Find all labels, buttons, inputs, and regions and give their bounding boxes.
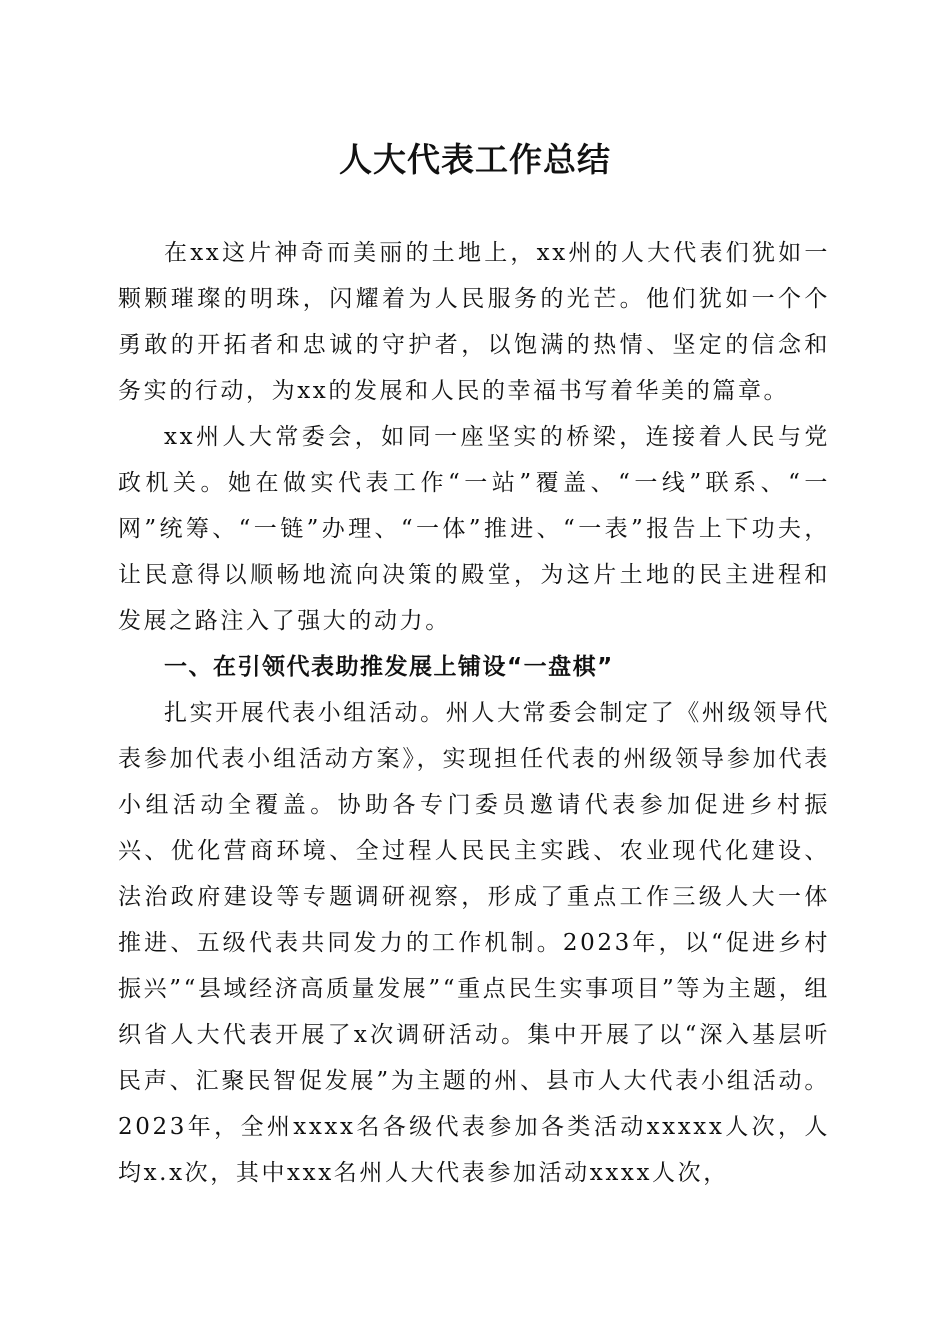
section-heading-1: 一、在引领代表助推发展上铺设“一盘棋” bbox=[164, 654, 614, 680]
section-paragraph-1: 扎实开展代表小组活动。州人大常委会制定了《州级领导代表参加代表小组活动方案》，实现担任代表的州级领导参加代表小组活动全覆盖。协助各专门委员邀请代表参加促进乡村振兴、优化营商环境、全过程人民民主实践、农业现代化建设、法治政府建设等专题调研视察，形成了重点工作三级人大一体推进、五级代表共同发力的工作机制。2023年，以“促进乡村振兴”“县域经济高质量发展”“重点民生实事项目”等为主题，组织省人大代表开展了x次调研活动。集中开展了以“深入基层听民声、汇聚民智促发展”为主题的州、县市人大代表小组活动。2023年，全州xxxx名各级代表参加各类活动xxxxx人次，人均x.x次，其中xxx名州人大代表参加活动xxxx人次， bbox=[118, 700, 830, 1186]
document-body bbox=[118, 230, 830, 1196]
intro-paragraph-1: 在xx这片神奇而美丽的土地上，xx州的人大代表们犹如一颗颗璀璨的明珠，闪耀着为人民服务的光芒。他们犹如一个个勇敢的开拓者和忠诚的守护者，以饱满的热情、坚定的信念和务实的行动，为xx的发展和人民的幸福书写着华美的篇章。 bbox=[118, 240, 830, 404]
intro-paragraph-2: xx州人大常委会，如同一座坚实的桥梁，连接着人民与党政机关。她在做实代表工作“一站”覆盖、“一线”联系、“一网”统筹、“一链”办理、“一体”推进、“一表”报告上下功夫，让民意得以顺畅地流向决策的殿堂，为这片土地的民主进程和发展之路注入了强大的动力。 bbox=[118, 424, 830, 634]
document-title: 人大代表工作总结 bbox=[339, 140, 611, 179]
